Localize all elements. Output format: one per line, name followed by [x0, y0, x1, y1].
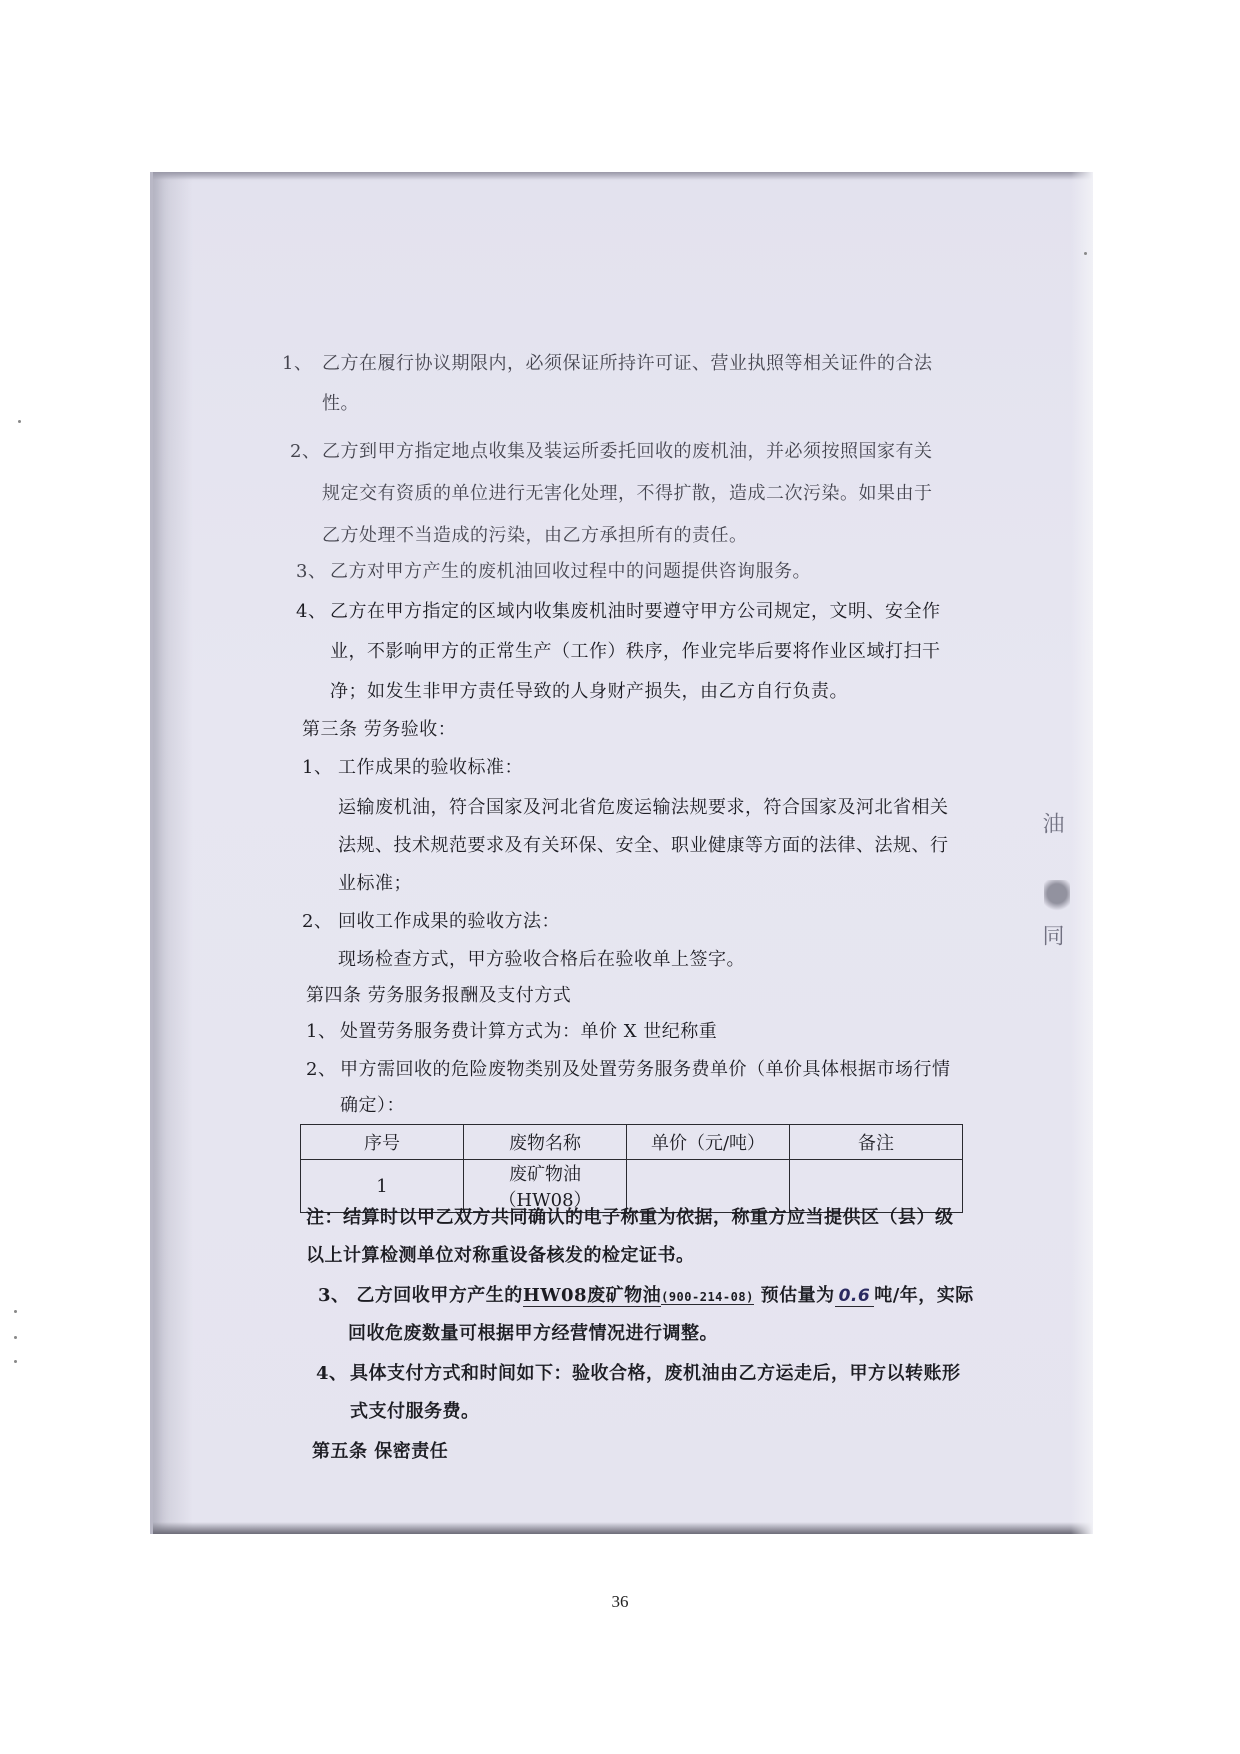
side-stamp-text: 油 — [1039, 812, 1064, 834]
table-cell: 1 — [301, 1160, 464, 1213]
item-number: 2、 — [302, 911, 333, 932]
note-text: 以上计算检测单位对称重设备核发的检定证书。 — [306, 1245, 695, 1266]
item-text: 规定交有资质的单位进行无害化处理，不得扩散，造成二次污染。如果由于 — [322, 483, 933, 504]
item-text: 法规、技术规范要求及有关环保、安全、职业健康等方面的法律、法规、行 — [338, 835, 949, 856]
item-text: 性。 — [322, 393, 359, 414]
table-header-row — [301, 1125, 963, 1160]
fee-table — [300, 1124, 963, 1213]
item-text: 乙方在履行协议期限内，必须保证所持许可证、营业执照等相关证件的合法 — [322, 353, 933, 374]
item-text: 业，不影响甲方的正常生产（工作）秩序，作业完毕后要将作业区域打扫干 — [330, 641, 941, 662]
item-text: 式支付服务费。 — [350, 1401, 480, 1422]
item-text: 运输废机油，符合国家及河北省危废运输法规要求，符合国家及河北省相关 — [338, 797, 949, 818]
item-number: 1、 — [282, 353, 313, 374]
waste-name-underlined: HW08废矿物油 — [522, 1285, 662, 1306]
waste-code: (900-214-08) — [661, 1290, 754, 1304]
item-number: 4、 — [316, 1363, 348, 1384]
table-header-cell: 废物名称 — [464, 1125, 627, 1160]
table-header-cell: 序号 — [301, 1125, 464, 1160]
item-text: 回收危废数量可根据甲方经营情况进行调整。 — [348, 1323, 718, 1344]
article-heading: 第三条 劳务验收： — [302, 719, 457, 740]
table-cell — [627, 1160, 790, 1213]
item-text: 预估量为 — [760, 1285, 835, 1306]
item-number: 2、 — [306, 1059, 337, 1080]
item-text: 净；如发生非甲方责任导致的人身财产损失，由乙方自行负责。 — [330, 681, 848, 702]
item-text: 甲方需回收的危险废物类别及处置劳务服务费单价（单价具体根据市场行情 — [340, 1059, 951, 1080]
fold-shadow — [153, 172, 193, 1534]
scan-dust — [14, 1310, 17, 1313]
note-text: 注：结算时以甲乙双方共同确认的电子称重为依据，称重方应当提供区（县）级 — [306, 1207, 954, 1228]
handwritten-amount: 0.6 — [835, 1286, 875, 1307]
item-text: 乙方对甲方产生的废机油回收过程中的问题提供咨询服务。 — [330, 561, 811, 582]
scan-dust — [14, 1360, 17, 1363]
table-cell: 废矿物油（HW08） — [464, 1160, 627, 1213]
item-text: 具体支付方式和时间如下：验收合格，废机油由乙方运走后，甲方以转账形 — [350, 1363, 961, 1384]
item-title: 工作成果的验收标准： — [338, 757, 523, 778]
sheet-edge-right — [1071, 172, 1093, 1534]
item-3-line-1 — [318, 1284, 974, 1309]
scan-dust — [14, 1336, 17, 1339]
article-heading: 第五条 保密责任 — [312, 1441, 449, 1462]
item-text: 现场检查方式，甲方验收合格后在验收单上签字。 — [338, 949, 745, 970]
item-text: 乙方在甲方指定的区域内收集废机油时要遵守甲方公司规定，文明、安全作 — [330, 601, 941, 622]
table-header-cell: 单价（元/吨） — [627, 1125, 790, 1160]
item-text: 确定）： — [340, 1095, 405, 1116]
table-cell — [790, 1160, 963, 1213]
item-number: 3、 — [318, 1285, 350, 1306]
item-number: 1、 — [302, 757, 333, 778]
item-number: 4、 — [296, 601, 327, 622]
scan-dust — [1084, 252, 1087, 255]
article-heading: 第四条 劳务服务报酬及支付方式 — [306, 985, 572, 1006]
item-text: 乙方处理不当造成的污染，由乙方承担所有的责任。 — [322, 525, 748, 546]
sheet-edge-top — [153, 172, 1093, 180]
table-row — [301, 1160, 963, 1213]
page-number: 36 — [611, 1592, 629, 1611]
table-header-cell: 备注 — [790, 1125, 963, 1160]
item-number: 3、 — [296, 561, 327, 582]
item-number: 1、 — [306, 1021, 337, 1042]
item-text: 业标准； — [338, 873, 412, 894]
item-number: 2、 — [290, 441, 321, 462]
stamp-mark — [1044, 880, 1070, 914]
item-text: 乙方回收甲方产生的 — [356, 1285, 523, 1306]
item-text: 乙方到甲方指定地点收集及装运所委托回收的废机油，并必须按照国家有关 — [322, 441, 933, 462]
scan-dust — [18, 420, 21, 423]
item-text: 处置劳务服务费计算方式为：单价 X 世纪称重 — [340, 1021, 718, 1042]
item-title: 回收工作成果的验收方法： — [338, 911, 560, 932]
sheet-edge-bottom — [153, 1522, 1093, 1534]
item-text: 吨/年，实际 — [874, 1285, 974, 1306]
side-stamp-text: 同 — [1039, 924, 1064, 946]
